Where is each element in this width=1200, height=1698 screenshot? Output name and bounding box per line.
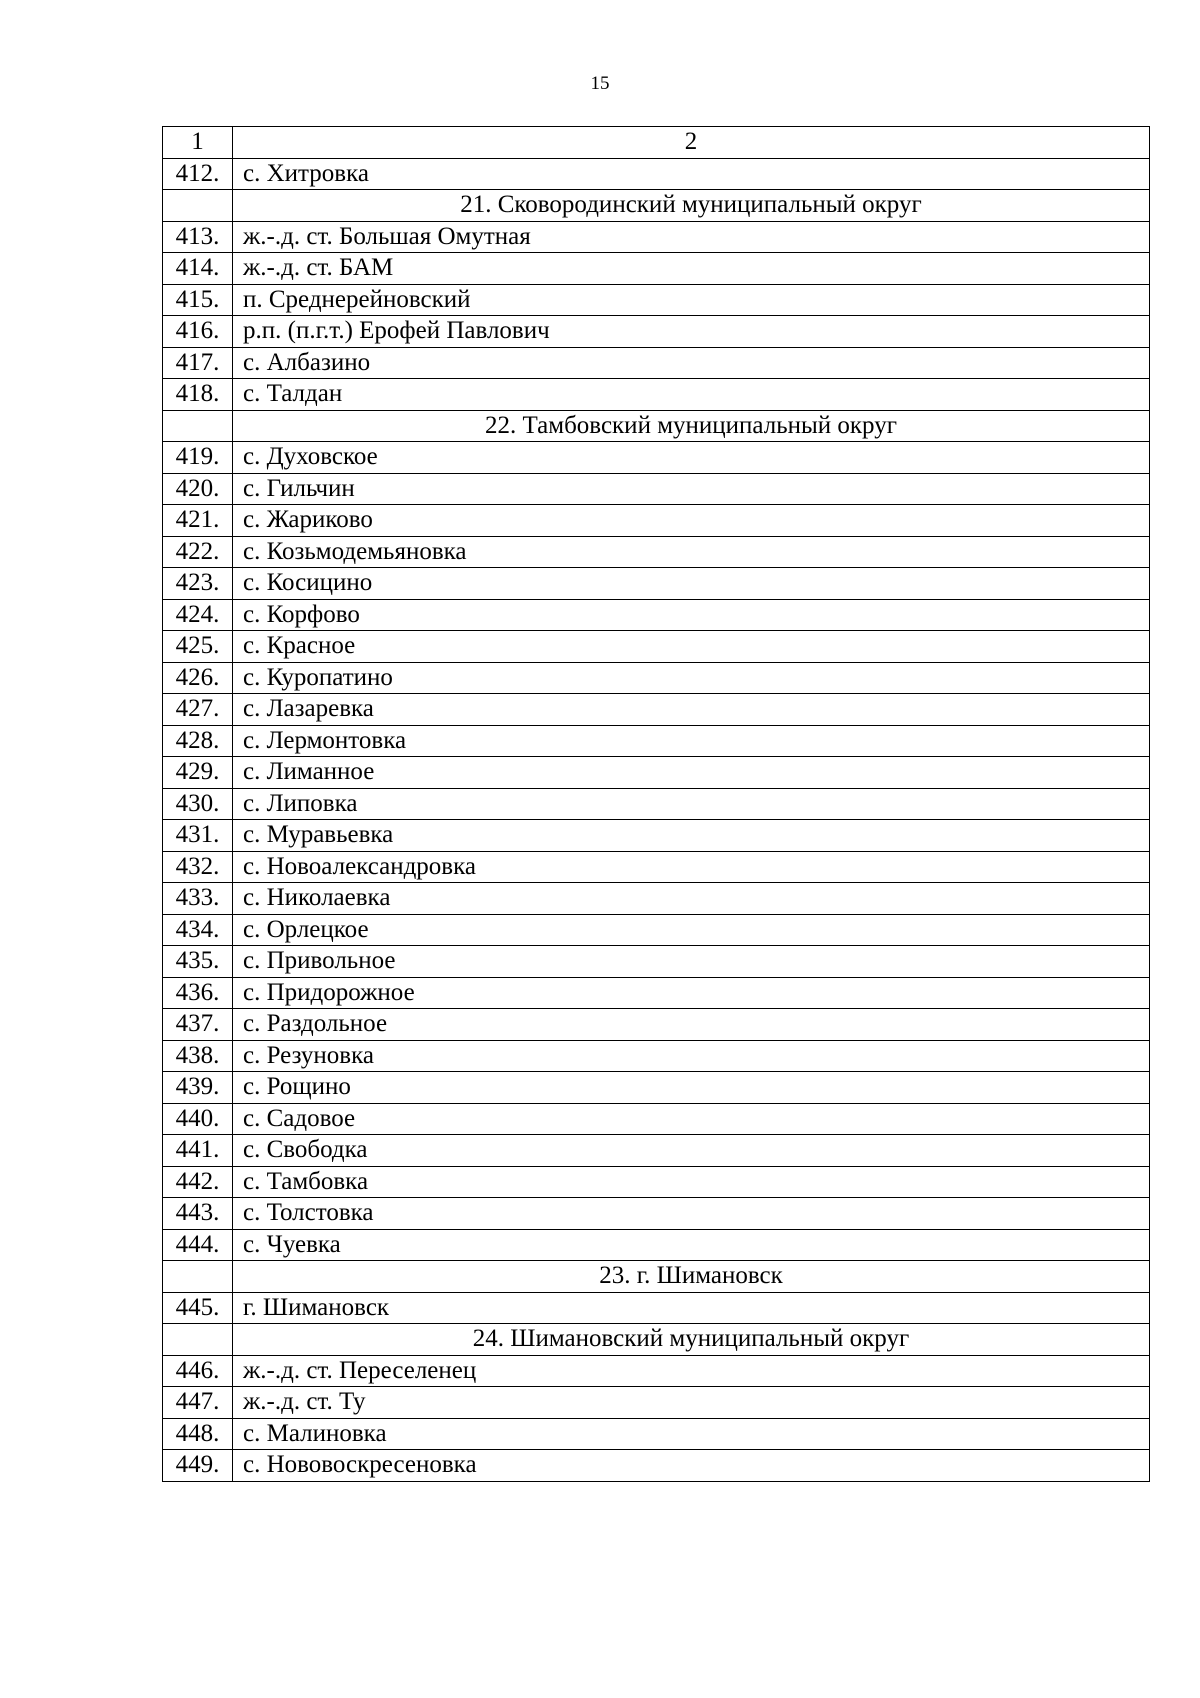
settlement-name: с. Козьмодемьяновка (233, 536, 1150, 568)
settlement-name: с. Новоалександровка (233, 851, 1150, 883)
table-row (163, 1292, 1150, 1324)
table-row (163, 1166, 1150, 1198)
table-row (163, 1355, 1150, 1387)
table-row (163, 505, 1150, 537)
settlement-name: с. Свободка (233, 1135, 1150, 1167)
settlement-name: с. Жариково (233, 505, 1150, 537)
row-number: 421. (163, 505, 233, 537)
table-row (163, 442, 1150, 474)
table-row (163, 284, 1150, 316)
section-number-cell (163, 1261, 233, 1293)
table-row (163, 662, 1150, 694)
table-row (163, 883, 1150, 915)
settlement-name: с. Придорожное (233, 977, 1150, 1009)
settlement-name: с. Чуевка (233, 1229, 1150, 1261)
table-row (163, 473, 1150, 505)
row-number: 413. (163, 221, 233, 253)
row-number: 446. (163, 1355, 233, 1387)
table-row (163, 788, 1150, 820)
row-number: 419. (163, 442, 233, 474)
row-number: 442. (163, 1166, 233, 1198)
settlement-name: с. Липовка (233, 788, 1150, 820)
row-number: 426. (163, 662, 233, 694)
section-row (163, 1324, 1150, 1356)
row-number: 425. (163, 631, 233, 663)
row-number: 422. (163, 536, 233, 568)
table-row (163, 1387, 1150, 1419)
row-number: 414. (163, 253, 233, 285)
table-row (163, 347, 1150, 379)
row-number: 444. (163, 1229, 233, 1261)
settlements-table (162, 126, 1150, 1482)
column-header-1: 1 (163, 127, 233, 159)
settlement-name: ж.-.д. ст. БАМ (233, 253, 1150, 285)
settlement-name: с. Николаевка (233, 883, 1150, 915)
settlement-name: с. Орлецкое (233, 914, 1150, 946)
settlement-name: с. Талдан (233, 379, 1150, 411)
settlement-name: с. Резуновка (233, 1040, 1150, 1072)
table-row (163, 379, 1150, 411)
settlement-name: с. Рощино (233, 1072, 1150, 1104)
row-number: 420. (163, 473, 233, 505)
row-number: 436. (163, 977, 233, 1009)
table-row (163, 158, 1150, 190)
row-number: 439. (163, 1072, 233, 1104)
settlement-name: с. Привольное (233, 946, 1150, 978)
table-row (163, 694, 1150, 726)
table-row (163, 725, 1150, 757)
row-number: 443. (163, 1198, 233, 1230)
settlement-name: ж.-.д. ст. Большая Омутная (233, 221, 1150, 253)
settlement-name: ж.-.д. ст. Переселенец (233, 1355, 1150, 1387)
settlement-name: с. Малиновка (233, 1418, 1150, 1450)
settlement-name: с. Тамбовка (233, 1166, 1150, 1198)
table-row (163, 1418, 1150, 1450)
section-number-cell (163, 190, 233, 222)
row-number: 418. (163, 379, 233, 411)
row-number: 428. (163, 725, 233, 757)
row-number: 424. (163, 599, 233, 631)
table-row (163, 1135, 1150, 1167)
section-title: 21. Сковородинский муниципальный округ (233, 190, 1150, 222)
row-number: 435. (163, 946, 233, 978)
row-number: 415. (163, 284, 233, 316)
table-row (163, 757, 1150, 789)
table-row (163, 820, 1150, 852)
settlement-name: с. Лиманное (233, 757, 1150, 789)
row-number: 437. (163, 1009, 233, 1041)
settlement-name: с. Лермонтовка (233, 725, 1150, 757)
table-row (163, 914, 1150, 946)
settlement-name: с. Косицино (233, 568, 1150, 600)
column-header-2: 2 (233, 127, 1150, 159)
row-number: 423. (163, 568, 233, 600)
table-row (163, 1103, 1150, 1135)
row-number: 448. (163, 1418, 233, 1450)
table-row (163, 946, 1150, 978)
row-number: 429. (163, 757, 233, 789)
row-number: 427. (163, 694, 233, 726)
section-row (163, 190, 1150, 222)
settlement-name: с. Хитровка (233, 158, 1150, 190)
row-number: 412. (163, 158, 233, 190)
settlement-name: р.п. (п.г.т.) Ерофей Павлович (233, 316, 1150, 348)
table-row (163, 316, 1150, 348)
table-row (163, 1198, 1150, 1230)
table-row (163, 631, 1150, 663)
table-row (163, 1450, 1150, 1482)
row-number: 449. (163, 1450, 233, 1482)
table-row (163, 221, 1150, 253)
row-number: 430. (163, 788, 233, 820)
section-title: 22. Тамбовский муниципальный округ (233, 410, 1150, 442)
settlement-name: с. Муравьевка (233, 820, 1150, 852)
row-number: 431. (163, 820, 233, 852)
row-number: 447. (163, 1387, 233, 1419)
settlement-name: с. Садовое (233, 1103, 1150, 1135)
row-number: 433. (163, 883, 233, 915)
settlement-name: с. Духовское (233, 442, 1150, 474)
row-number: 434. (163, 914, 233, 946)
row-number: 416. (163, 316, 233, 348)
row-number: 445. (163, 1292, 233, 1324)
settlement-name: с. Албазино (233, 347, 1150, 379)
row-number: 417. (163, 347, 233, 379)
settlement-name: п. Среднерейновский (233, 284, 1150, 316)
settlement-name: с. Раздольное (233, 1009, 1150, 1041)
row-number: 441. (163, 1135, 233, 1167)
table-row (163, 1009, 1150, 1041)
settlement-name: с. Лазаревка (233, 694, 1150, 726)
section-row (163, 1261, 1150, 1293)
row-number: 438. (163, 1040, 233, 1072)
table-row (163, 1229, 1150, 1261)
section-title: 24. Шимановский муниципальный округ (233, 1324, 1150, 1356)
table-header-row (163, 127, 1150, 159)
settlement-name: ж.-.д. ст. Ту (233, 1387, 1150, 1419)
settlement-name: с. Красное (233, 631, 1150, 663)
settlement-name: с. Нововоскресеновка (233, 1450, 1150, 1482)
table-row (163, 1072, 1150, 1104)
settlement-name: с. Куропатино (233, 662, 1150, 694)
table-row (163, 568, 1150, 600)
table-body (163, 158, 1150, 1481)
settlement-name: с. Толстовка (233, 1198, 1150, 1230)
table-row (163, 977, 1150, 1009)
settlement-name: с. Корфово (233, 599, 1150, 631)
row-number: 432. (163, 851, 233, 883)
table-row (163, 1040, 1150, 1072)
section-number-cell (163, 410, 233, 442)
settlement-name: г. Шимановск (233, 1292, 1150, 1324)
section-row (163, 410, 1150, 442)
page-number: 15 (590, 73, 610, 94)
row-number: 440. (163, 1103, 233, 1135)
table-row (163, 851, 1150, 883)
section-number-cell (163, 1324, 233, 1356)
table-row (163, 599, 1150, 631)
settlement-name: с. Гильчин (233, 473, 1150, 505)
table-row (163, 536, 1150, 568)
table-row (163, 253, 1150, 285)
section-title: 23. г. Шимановск (233, 1261, 1150, 1293)
